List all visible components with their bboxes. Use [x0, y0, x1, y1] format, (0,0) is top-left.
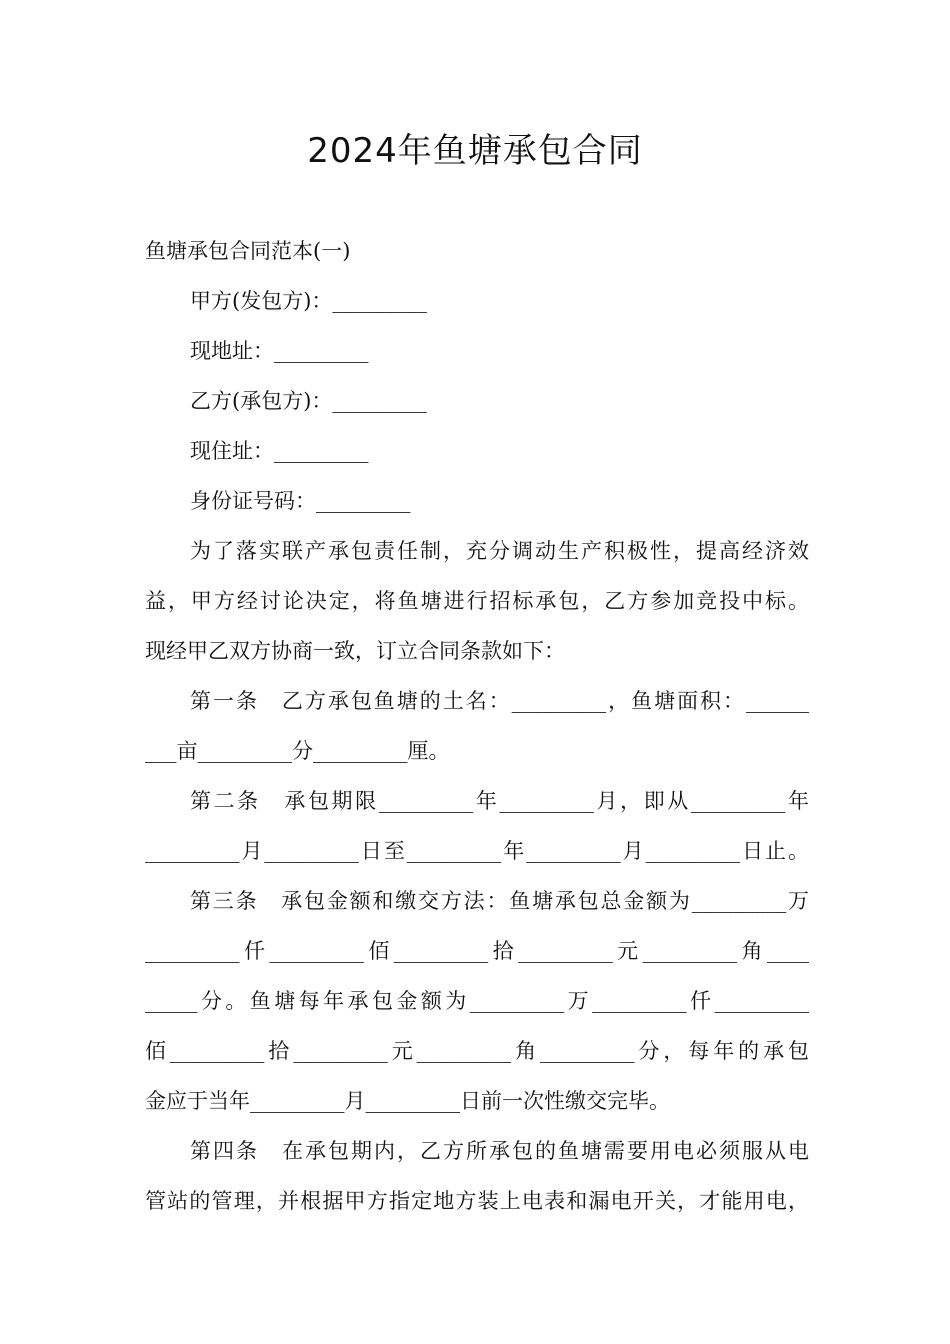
article-3-line: 第三条 承包金额和缴交方法：鱼塘承包总金额为_________万: [190, 889, 809, 913]
article-1-line: ___亩_________分_________厘。: [145, 739, 450, 763]
article-4-line: 第四条 在承包期内，乙方所承包的鱼塘需要用电必须服从电: [190, 1139, 809, 1163]
article-3-line: 佰_________拾_________元_________角_________分，每年的承包: [145, 1039, 809, 1063]
article-3-line: _________仟_________佰_________拾_________元_________角____: [145, 939, 809, 963]
preamble-line: 益，甲方经讨论决定，将鱼塘进行招标承包，乙方参加竞投中标。: [145, 589, 809, 613]
contract-subtitle: 鱼塘承包合同范本(一): [145, 239, 351, 263]
party-b-line: 乙方(承包方)：_________: [190, 389, 427, 413]
party-a-address-line: 现地址：_________: [190, 339, 369, 363]
article-4-line: 管站的管理，并根据甲方指定地方装上电表和漏电开关，才能用电，: [145, 1189, 809, 1213]
article-1-line: 第一条 乙方承包鱼塘的土名：_________，鱼塘面积：______: [190, 689, 809, 713]
article-2-line: _________月_________日至_________年_________月_________日止。: [145, 839, 809, 863]
preamble-line: 现经甲乙双方协商一致，订立合同条款如下：: [145, 639, 565, 663]
document-title: 2024年鱼塘承包合同: [307, 131, 643, 171]
preamble-line: 为了落实联产承包责任制，充分调动生产积极性，提高经济效: [190, 539, 809, 563]
party-b-address-line: 现住址：_________: [190, 439, 369, 463]
article-3-line: 金应于当年_________月_________日前一次性缴交完毕。: [145, 1089, 670, 1113]
id-number-line: 身份证号码：_________: [190, 489, 411, 513]
party-a-line: 甲方(发包方)：_________: [190, 289, 427, 313]
article-2-line: 第二条 承包期限_________年_________月，即从_________年: [190, 789, 809, 813]
document-body: [145, 226, 809, 1226]
article-3-line: _____分。鱼塘每年承包金额为_________万_________仟_________: [145, 989, 809, 1013]
